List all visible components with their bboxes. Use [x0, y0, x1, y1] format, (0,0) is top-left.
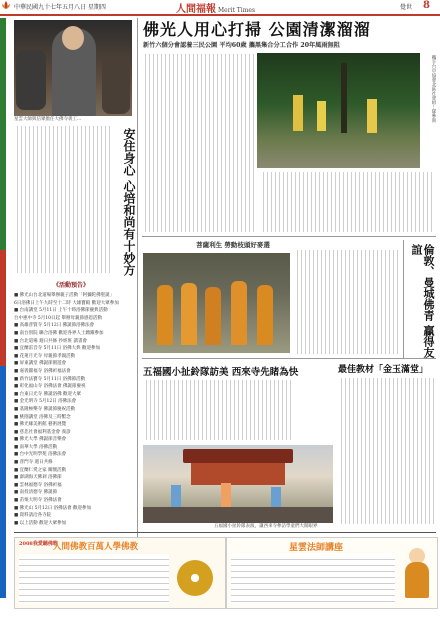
article3-body — [143, 380, 293, 440]
page-number: 8 — [423, 0, 430, 11]
park-cleaning-photo — [257, 53, 420, 168]
activity-item: ■ 宜蘭雷音寺 5月11日 浴佛大典 歡迎參加 — [14, 346, 101, 352]
monks-procession-photo — [143, 253, 290, 353]
monk-robe — [231, 281, 247, 345]
article2-title: 倫敦、曼城佛青 贏得友誼 — [410, 244, 435, 358]
article3-title: 五福國小扯鈴隊訪美 西來寺先睹為快 — [143, 367, 299, 378]
section-label: 覺世 — [400, 4, 413, 11]
cd-icon — [177, 560, 213, 596]
article4-title: 最佳教材「金玉滿堂」 — [338, 365, 429, 375]
ad-left — [14, 537, 226, 609]
ad-right — [226, 537, 438, 609]
article4-body — [338, 378, 434, 524]
activity-item: ■ 台中光明學苑 浴佛法會 — [14, 452, 67, 458]
section-divider — [142, 358, 436, 359]
lotus-icon — [1, 0, 11, 13]
performer — [271, 487, 281, 509]
column-divider — [403, 240, 404, 358]
activity-item: ■ 台北道場 週日共修 抄經班 讀書會 — [14, 338, 87, 344]
monk-robe — [181, 283, 197, 345]
activity-item: ■ 基隆極樂寺 佛誕節慶祝活動 — [14, 406, 76, 412]
issue-date: 中華民國九十七年五月八日 星期四 — [14, 4, 106, 11]
volunteer-figure — [367, 99, 377, 133]
activity-item: ■ 佛光山台北道場舉辦親子活動「阿彌陀佛聖誕」 — [14, 293, 115, 298]
column-divider — [137, 18, 138, 578]
activity-item: ■ 南投清德寺 佛誕節 — [14, 490, 58, 496]
article1-subtitle: 新竹六個分會認養三民公園 平均60歲 攜黑集合分工合作 20年風雨無阻 — [143, 42, 340, 49]
ad-left-banner: 人間佛教百萬人學佛教 — [53, 542, 139, 552]
ad-left-tag: 2008我愛聽佛歌 — [19, 541, 58, 547]
activity-item: 6日浴佛日上午九時至十二時 大雄寶殿 歡迎大眾參加 — [14, 300, 119, 306]
activity-item: ■ 花蓮月光寺 母親節孝親活動 — [14, 353, 76, 359]
activity-item: ■ 新竹法寶寺 5月11日 浴佛節活動 — [14, 376, 86, 382]
left-article-body — [14, 126, 110, 273]
crowd — [16, 50, 46, 110]
volunteer-figure — [317, 101, 326, 131]
activity-item: ■ 雲林福德寺 浴佛祈福 — [14, 482, 62, 488]
masthead-title: 人間福報 — [176, 4, 216, 15]
activity-item: ■ 佛光山 5月12日 浴佛法會 歡迎參加 — [14, 505, 92, 511]
article1-title: 佛光人用心打掃 公園清潔溜溜 — [143, 20, 371, 39]
activity-item: ■ 金光明寺 5月12日 浴佛法會 — [14, 399, 77, 405]
performer — [221, 483, 231, 509]
middle-article-body — [294, 250, 400, 354]
cartoon-body — [405, 562, 429, 598]
temple-wall — [191, 463, 285, 485]
page-edge-strip — [0, 18, 6, 598]
article1-body-cont — [260, 172, 434, 232]
masthead-en: Merit Times — [218, 7, 256, 14]
activity-item: ■ 彰化福山寺 浴佛法會 佛誕節慶祝 — [14, 384, 86, 390]
tree-trunk — [341, 63, 347, 133]
activities-title: 活動預告 — [58, 282, 83, 289]
monk-robe — [157, 285, 173, 345]
activity-item: ■ 佛光緣美術館 藝術展覽 — [14, 422, 67, 428]
activity-item: ■ 高雄普賢寺 5月12日 佛誕節浴佛法會 — [14, 323, 95, 329]
volunteer-figure — [293, 95, 303, 131]
activity-item: ■ 台東日光寺 佛誕浴佛 歡迎大眾 — [14, 391, 82, 397]
activity-item: ■ 宜蘭仁愛之家 關懷活動 — [14, 467, 67, 473]
activity-item: ■ 佛光大學 佛誕節音樂會 — [14, 437, 67, 443]
activities-header: 《活動預告》 — [44, 281, 98, 290]
performer — [171, 485, 181, 509]
park-photo-caption: 攜手台中協會北區社會組...隊參與 — [431, 55, 436, 123]
activity-item: ■ 嘉義圓福寺 浴佛祈福法會 — [14, 368, 71, 374]
activity-item: ■ 澎湖海天佛剎 浴佛節 — [14, 475, 62, 481]
activity-item: ■ 南華大學 浴佛活動 — [14, 444, 58, 450]
page-header — [0, 0, 440, 16]
section-divider — [142, 236, 436, 237]
activity-item: ■ 資料請洽各寺院 — [14, 513, 52, 519]
activity-item: ■ 台南講堂 5月11日 上午十時浴佛節慶典活動 — [14, 308, 108, 314]
monk-robe — [257, 285, 273, 345]
middle-section-label: 菩薩利生 勞動枝頭好麥選 — [196, 241, 270, 249]
audience — [143, 507, 333, 523]
masthead — [176, 0, 255, 15]
monk-photo — [14, 20, 132, 116]
crowd-right — [102, 54, 130, 114]
ad-right-details — [231, 554, 395, 604]
activity-item: ■ 以上活動 歡迎大眾參加 — [14, 520, 67, 526]
activity-item: ■ 苗栗大明寺 浴佛法會 — [14, 498, 62, 504]
ad-right-banner: 星雲法師講座 — [288, 543, 343, 553]
activity-item: ■ 南台別院 聯合浴佛 歡迎各界人士踴躍參加 — [14, 330, 104, 336]
ad-left-details — [19, 554, 169, 604]
activity-item: ■ 普門寺 週日共修 — [14, 460, 53, 466]
left-article-title: 安住身心 心培和尚有十妙方 — [122, 128, 136, 277]
activity-item: ■ 慈悲社會福利基金會 義診 — [14, 429, 71, 435]
temple-performance-photo — [143, 445, 333, 523]
article1-body — [142, 54, 254, 232]
footer-divider — [14, 532, 436, 533]
activity-item: ■ 桃園講堂 浴佛及三時繫念 — [14, 414, 71, 420]
temple-photo-caption: 五福國小扯鈴隊表演，讓西來寺參訪學童們大開眼界 — [214, 524, 318, 529]
monk-head — [62, 26, 84, 50]
activity-item: ■ 屏東講堂 佛誕節園遊會 — [14, 361, 67, 367]
activity-item: 台中惠中寺 5月10日起 舉辦母親節感恩活動 — [14, 315, 102, 321]
monk-photo-caption: 星雲大師與信眾擔任大佛寺義工... — [14, 117, 82, 122]
cartoon-monk — [403, 548, 431, 602]
temple-roof — [183, 449, 293, 463]
monk-robe — [205, 287, 221, 345]
